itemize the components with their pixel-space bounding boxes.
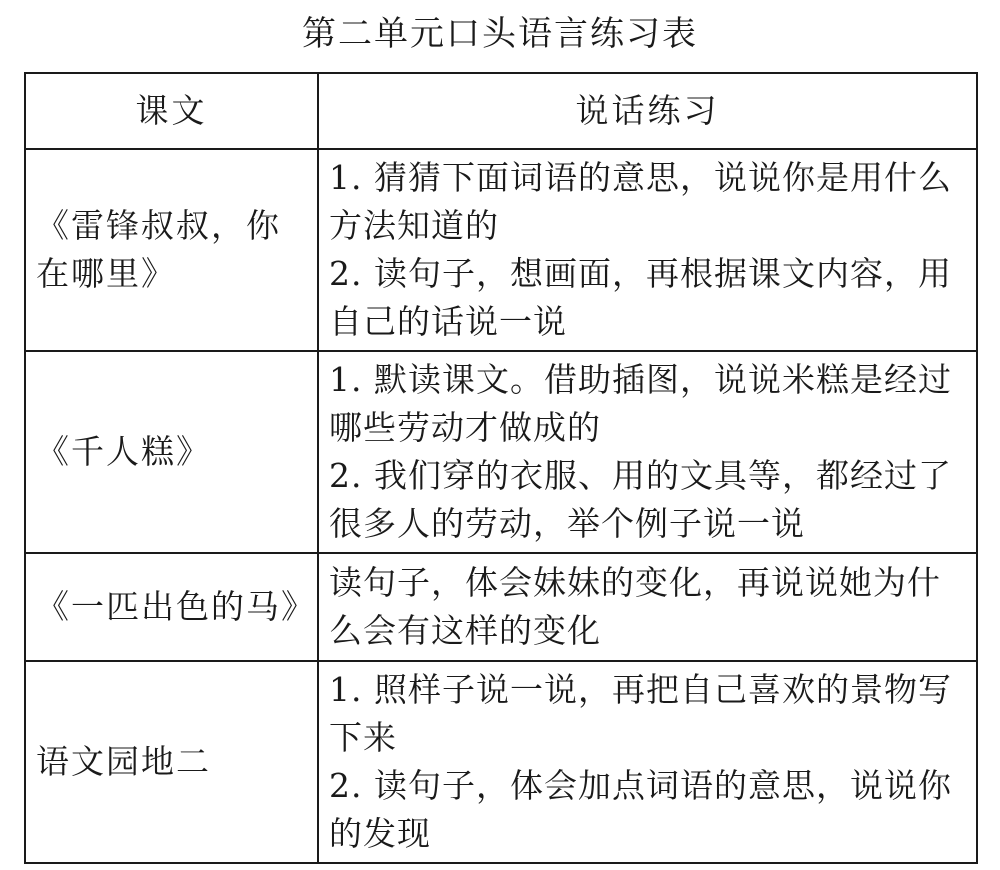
practice-cell [318, 661, 977, 863]
practice-cell [318, 351, 977, 553]
lesson-cell: 《一匹出色的马》 [25, 553, 318, 661]
lesson-cell: 《千人糕》 [25, 351, 318, 553]
practice-cell [318, 553, 977, 661]
header-lesson: 课文 [25, 73, 318, 149]
table-header-row [25, 73, 977, 149]
practice-task: 1. 默读课文。借助插图，说说米糕是经过哪些劳动才做成的 [329, 360, 952, 447]
table-row [25, 351, 977, 553]
lesson-cell: 语文园地二 [25, 661, 318, 863]
practice-cell [318, 149, 977, 351]
table-row [25, 553, 977, 661]
page-title: 第二单元口头语言练习表 [302, 14, 698, 54]
header-practice: 说话练习 [318, 73, 977, 149]
practice-task: 1. 猜猜下面词语的意思，说说你是用什么方法知道的 [329, 158, 952, 245]
practice-task: 1. 照样子说一说，再把自己喜欢的景物写下来 [329, 670, 952, 757]
table-row [25, 149, 977, 351]
lesson-cell: 《雷锋叔叔，你在哪里》 [25, 149, 318, 351]
practice-task: 读句子，体会妹妹的变化，再说说她为什么会有这样的变化 [329, 563, 941, 650]
table-row [25, 661, 977, 863]
practice-task: 2. 读句子，想画面，再根据课文内容，用自己的话说一说 [329, 254, 952, 341]
practice-task: 2. 读句子，体会加点词语的意思，说说你的发现 [329, 766, 952, 853]
practice-task: 2. 我们穿的衣服、用的文具等，都经过了很多人的劳动，举个例子说一说 [329, 456, 952, 543]
practice-table [24, 72, 978, 864]
